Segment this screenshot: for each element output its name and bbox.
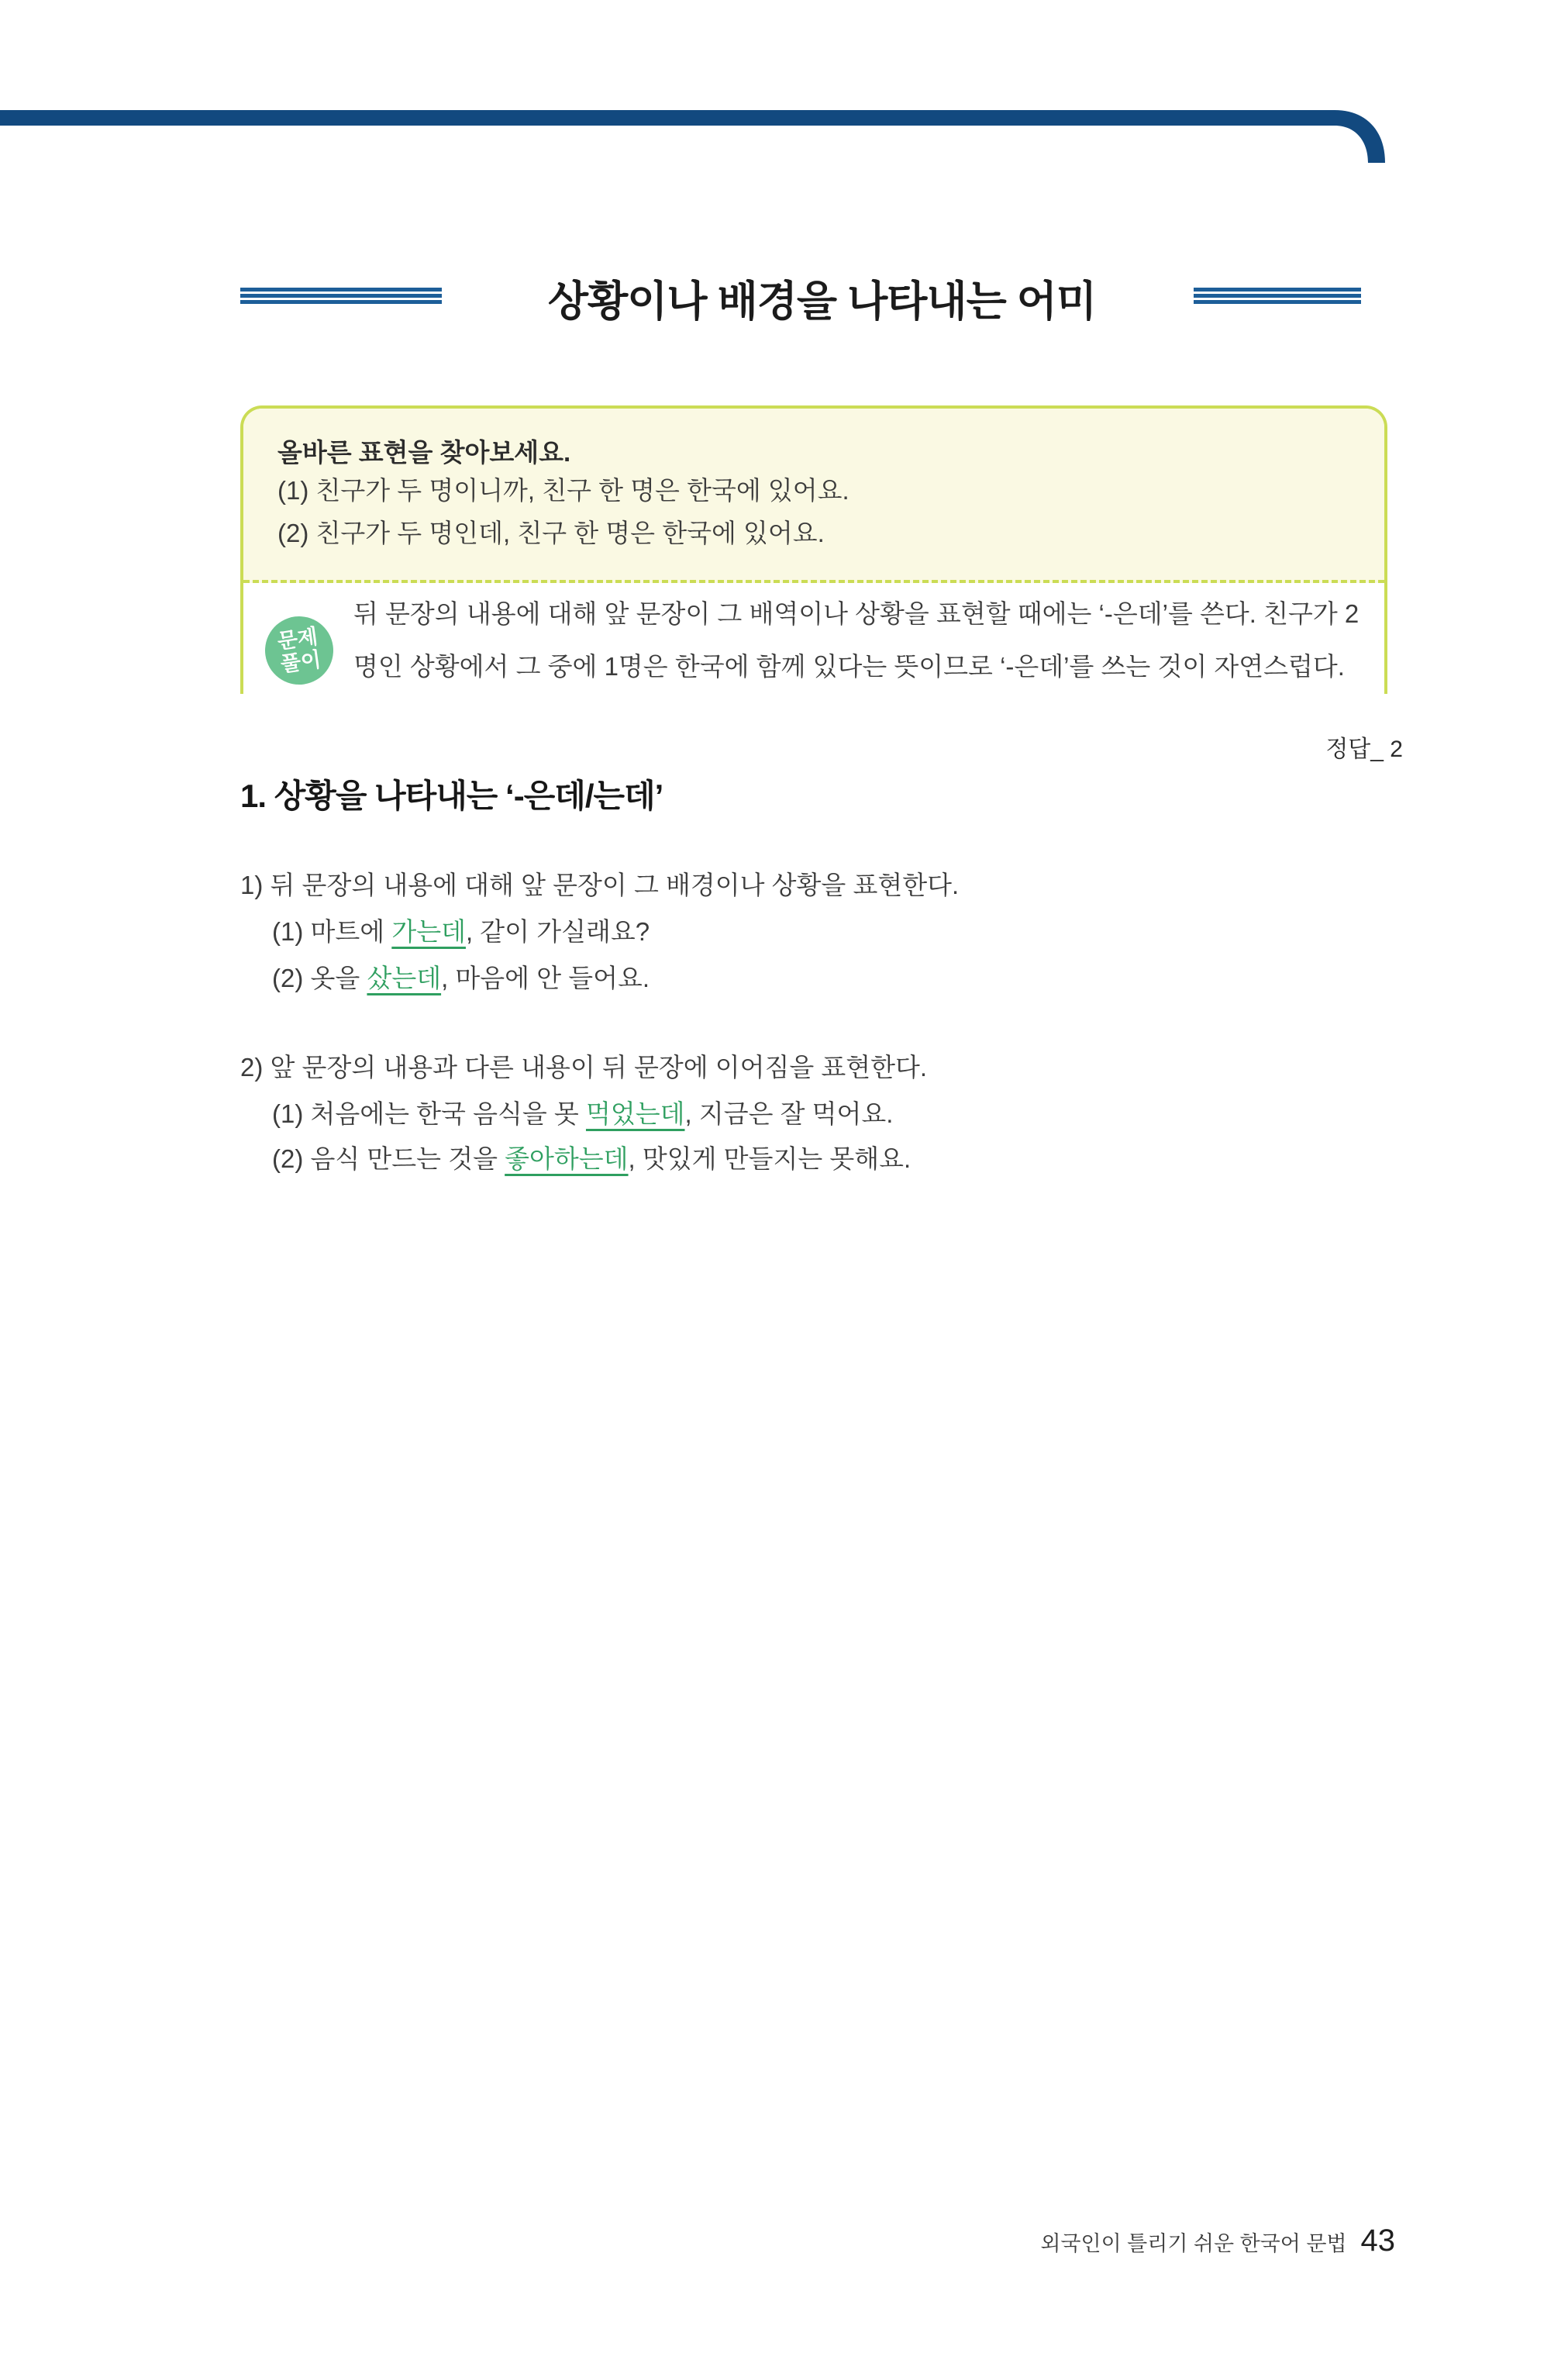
rule-1-example-1 — [272, 912, 650, 948]
solution-badge-line1: 문제 — [275, 624, 319, 654]
example-pre: (2) 음식 만드는 것을 — [272, 1144, 505, 1173]
rule-2-label: 2) — [240, 1053, 264, 1082]
example-post: , 같이 가실래요? — [465, 917, 650, 946]
rule-1-label: 1) — [240, 871, 264, 899]
example-pre: (2) 옷을 — [272, 964, 367, 992]
decoration-line — [1194, 300, 1361, 304]
decoration-line — [1194, 288, 1361, 292]
footer-book-title: 외국인이 틀리기 쉬운 한국어 문법 — [1040, 2232, 1347, 2255]
example-highlight: 샀는데 — [367, 964, 442, 992]
page-footer — [240, 2224, 1395, 2258]
solution-badge-line2: 풀이 — [279, 647, 322, 677]
rule-2-text: 앞 문장의 내용과 다른 내용이 뒤 문장에 이어짐을 표현한다. — [270, 1053, 928, 1082]
quiz-option-1: (1) 친구가 두 명이니까, 친구 한 명은 한국에 있어요. — [277, 476, 849, 505]
quiz-prompt: 올바른 표현을 찾아보세요. — [277, 438, 571, 467]
title-decoration-lines-right — [1194, 288, 1361, 304]
quiz-box — [240, 405, 1387, 694]
example-highlight: 먹었는데 — [585, 1099, 685, 1128]
solution-section — [243, 583, 1384, 691]
rule-2-example-1 — [272, 1094, 893, 1130]
rule-2-example-2 — [272, 1139, 911, 1175]
quiz-option-2: (2) 친구가 두 명인데, 친구 한 명은 한국에 있어요. — [277, 519, 825, 547]
rule-1-text: 뒤 문장의 내용에 대해 앞 문장이 그 배경이나 상황을 표현한다. — [270, 871, 960, 899]
rule-2 — [240, 1047, 927, 1084]
rule-1-example-2 — [272, 958, 650, 995]
solution-text: 뒤 문장의 내용에 대해 앞 문장이 그 배역이나 상황을 표현할 때에는 ‘-은데’를 쓴다. 친구가 2명인 상황에서 그 중에 1명은 한국에 함께 있다는 뜻이므로 ‘-은데’를 쓰는 것이 자연스럽다. — [353, 599, 1360, 681]
top-decorative-bar — [0, 0, 1568, 171]
footer-page-number: 43 — [1360, 2224, 1395, 2258]
example-pre: (1) 마트에 — [272, 917, 392, 946]
example-highlight: 가는데 — [391, 917, 466, 946]
example-highlight: 좋아하는데 — [505, 1144, 629, 1173]
chapter-title: 상황이나 배경을 나타내는 어미 — [547, 278, 1097, 325]
section-heading: 1. 상황을 나타내는 ‘-은데/는데’ — [240, 778, 663, 814]
rule-1 — [240, 865, 959, 902]
example-post: , 맛있게 만들지는 못해요. — [628, 1144, 912, 1173]
example-post: , 마음에 안 들어요. — [441, 964, 650, 992]
decoration-line — [1194, 294, 1361, 298]
example-post: , 지금은 잘 먹어요. — [684, 1099, 894, 1128]
answer-label: 정답_ 2 — [1325, 737, 1403, 762]
example-pre: (1) 처음에는 한국 음식을 못 — [272, 1099, 586, 1128]
quiz-section — [243, 409, 1384, 583]
solution-badge — [260, 612, 337, 688]
